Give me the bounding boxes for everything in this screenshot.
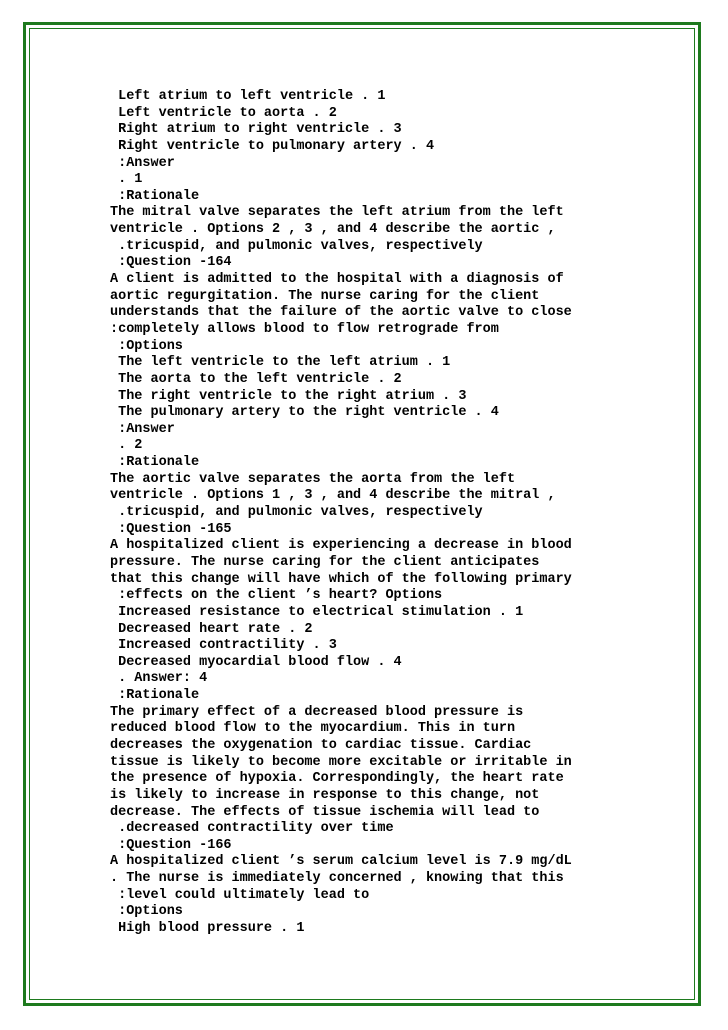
text-line: Decreased myocardial blood flow . 4	[110, 654, 402, 670]
text-line: ventricle . Options 2 , 3 , and 4 describe the aortic ,	[110, 222, 556, 238]
text-line: is likely to increase in response to this change, not	[110, 787, 540, 803]
text-line: understands that the failure of the aortic valve to close	[110, 305, 572, 321]
text-line: A hospitalized client ’s serum calcium level is 7.9 mg/dL	[110, 854, 572, 870]
text-line: :Options	[110, 338, 183, 354]
text-line: A hospitalized client is experiencing a decrease in blood	[110, 538, 572, 554]
text-line: the presence of hypoxia. Correspondingly, the heart rate	[110, 771, 564, 787]
text-line: The aortic valve separates the aorta from the left	[110, 471, 516, 487]
text-line: . 2	[110, 438, 143, 454]
text-line: .decreased contractility over time	[110, 821, 394, 837]
text-line: reduced blood flow to the myocardium. This in turn	[110, 721, 516, 737]
text-line: . 1	[110, 172, 143, 188]
text-line: .tricuspid, and pulmonic valves, respectively	[110, 505, 483, 521]
text-line: A client is admitted to the hospital with a diagnosis of	[110, 272, 564, 288]
text-line: Left atrium to left ventricle . 1	[110, 89, 386, 104]
text-line: aortic regurgitation. The nurse caring for the client	[110, 288, 540, 304]
text-line: Decreased heart rate . 2	[110, 621, 313, 637]
text-line: :completely allows blood to flow retrograde from	[110, 321, 499, 337]
text-line: High blood pressure . 1	[110, 921, 305, 937]
text-line: Right ventricle to pulmonary artery . 4	[110, 138, 435, 154]
text-line: Increased resistance to electrical stimulation . 1	[110, 604, 524, 620]
text-line: :Question -164	[110, 255, 232, 271]
text-line: :Question -166	[110, 837, 232, 853]
text-line: The mitral valve separates the left atrium from the left	[110, 205, 564, 221]
text-line: :Rationale	[110, 688, 200, 704]
text-line: :Answer	[110, 155, 175, 171]
text-line: :Question -165	[110, 521, 232, 537]
text-line: The primary effect of a decreased blood pressure is	[110, 704, 524, 720]
text-line: Increased contractility . 3	[110, 638, 337, 654]
text-line: .tricuspid, and pulmonic valves, respectively	[110, 238, 483, 254]
text-line: pressure. The nurse caring for the client anticipates	[110, 554, 540, 570]
text-line: :effects on the client ’s heart? Options	[110, 588, 443, 604]
text-line: . The nurse is immediately concerned , knowing that this	[110, 871, 564, 887]
text-line: :Rationale	[110, 188, 200, 204]
text-line: The left ventricle to the left atrium . 1	[110, 355, 451, 371]
text-line: Right atrium to right ventricle . 3	[110, 122, 402, 138]
text-line: :level could ultimately lead to	[110, 887, 370, 903]
text-line: tissue is likely to become more excitable or irritable in	[110, 754, 572, 770]
text-line: that this change will have which of the following primary	[110, 571, 572, 587]
text-line: :Options	[110, 904, 183, 920]
text-line: :Rationale	[110, 455, 200, 471]
text-line: The right ventricle to the right atrium . 3	[110, 388, 467, 404]
text-line: decreases the oxygenation to cardiac tissue. Cardiac	[110, 737, 532, 753]
text-line: :Answer	[110, 421, 175, 437]
text-line: Left ventricle to aorta . 2	[110, 105, 337, 121]
text-line: decrease. The effects of tissue ischemia will lead to	[110, 804, 540, 820]
text-line: ventricle . Options 1 , 3 , and 4 describe the mitral ,	[110, 488, 556, 504]
text-line: The pulmonary artery to the right ventricle . 4	[110, 405, 499, 421]
document-text	[110, 89, 630, 938]
text-line: . Answer: 4	[110, 671, 208, 687]
text-line: The aorta to the left ventricle . 2	[110, 371, 402, 387]
